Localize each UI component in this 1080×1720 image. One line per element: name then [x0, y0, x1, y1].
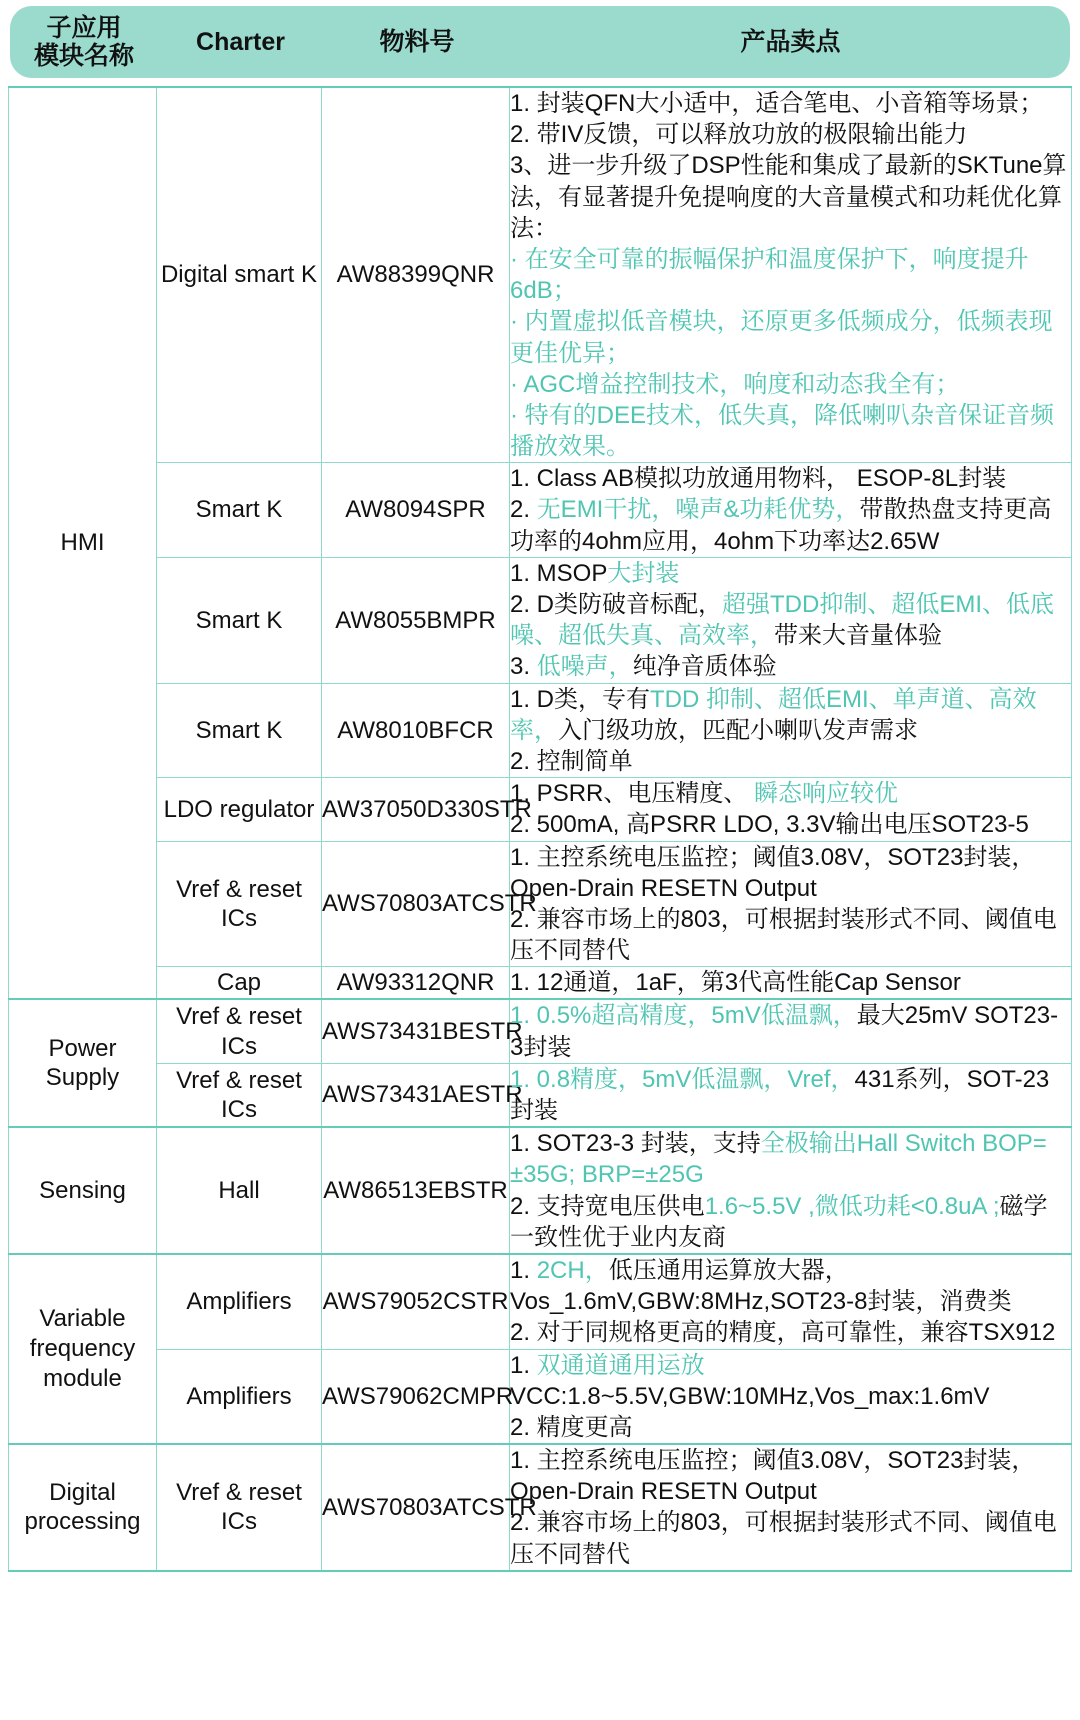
table-row: [9, 1349, 1072, 1444]
selling-point-line: [510, 244, 1071, 306]
table-row: [9, 999, 1072, 1063]
cell-material-number: AWS79052CSTR: [322, 1254, 510, 1349]
cell-charter: Hall: [157, 1127, 322, 1254]
selling-point-line: [510, 1191, 1071, 1253]
table-row: [9, 1063, 1072, 1127]
plain-text: 带散热盘支持更高功率的4ohm应用，4ohm下功率达2.65W: [510, 496, 1052, 555]
cell-selling-points: [510, 967, 1072, 1000]
cell-charter: Smart K: [157, 683, 322, 778]
selling-point-line: [510, 463, 1071, 494]
cell-sub-application-module: Power Supply: [9, 999, 157, 1127]
selling-point-line: [510, 1317, 1071, 1348]
plain-text: 1. Class AB模拟功放通用物料， ESOP-8L封装: [510, 465, 1007, 493]
table-header: [10, 6, 1070, 78]
plain-text: 2. 500mA, 高PSRR LDO, 3.3V输出电压SOT23-5: [510, 811, 1029, 839]
table-row: [9, 967, 1072, 1000]
cell-material-number: AW8055BMPR: [322, 557, 510, 683]
cell-material-number: AW88399QNR: [322, 87, 510, 463]
selling-point-line: [510, 1255, 1071, 1317]
selling-point-line: [510, 1381, 1071, 1412]
plain-text: 2. 带IV反馈，可以释放功放的极限输出能力: [510, 121, 968, 149]
plain-text: 3、进一步升级了DSP性能和集成了最新的SKTune算法，有显著提升免提响度的大音量模式和功耗优化算法：: [510, 152, 1067, 242]
header-col1-line1: 子应用: [46, 13, 122, 42]
cell-sub-application-module: Digital processing: [9, 1444, 157, 1571]
table-row: [9, 683, 1072, 778]
highlighted-text: 全极输出Hall Switch BOP= ±35G; BRP=±25G: [510, 1130, 1047, 1189]
header-col-material-number: 物料号: [379, 27, 455, 56]
header-col-sub-application-module: [10, 14, 158, 71]
cell-selling-points: [510, 1063, 1072, 1127]
selling-point-line: [510, 306, 1071, 368]
plain-text: 低压通用运算放大器，Vos_1.6mV,GBW:8MHz,SOT23-8封装，消费类: [510, 1256, 1012, 1316]
plain-text: 1. 封装QFN大小适中，适合笔电、小音箱等场景；: [510, 90, 1044, 117]
selling-point-line: [510, 1412, 1071, 1443]
cell-selling-points: [510, 999, 1072, 1063]
cell-charter: Smart K: [157, 463, 322, 558]
plain-text: 1. 12通道，1aF，第3代高性能Cap Sensor: [510, 969, 961, 997]
selling-point-line: [510, 1507, 1071, 1569]
highlighted-text: 大封装: [607, 559, 680, 587]
cell-selling-points: [510, 778, 1072, 841]
plain-text: 带来大音量体验: [774, 622, 942, 650]
plain-text: 2. 控制简单: [510, 747, 633, 775]
plain-text: 2. 对于同规格更高的精度，高可靠性，兼容TSX912: [510, 1319, 1056, 1347]
plain-text: 1. 主控系统电压监控；阈值3.08V，SOT23封装，Open-Drain RESETN Output: [510, 1447, 1036, 1506]
selling-point-line: [510, 119, 1071, 150]
plain-text: 入门级功放，匹配小喇叭发声需求: [558, 716, 918, 744]
highlighted-text: 超强TDD抑制、超低EMI、低底噪、超低失真、高效率，: [510, 591, 1055, 650]
highlighted-text: · 在安全可靠的振幅保护和温度保护下，响度提升6dB；: [510, 245, 1029, 305]
cell-selling-points: [510, 87, 1072, 463]
header-col1-line2: 模块名称: [33, 42, 134, 70]
cell-selling-points: [510, 1127, 1072, 1254]
highlighted-text: 2CH，: [536, 1256, 609, 1284]
table-row: [9, 841, 1072, 967]
plain-text: 431系列，SOT-23封装: [510, 1065, 1050, 1124]
plain-text: 1. PSRR、电压精度、: [510, 780, 755, 808]
cell-selling-points: [510, 557, 1072, 683]
selling-point-line: [510, 1064, 1071, 1126]
product-table-page: [0, 6, 1080, 1720]
cell-charter: Vref & reset ICs: [157, 1063, 322, 1127]
table-row: [9, 87, 1072, 463]
selling-point-line: [510, 651, 1071, 682]
selling-point-line: [510, 1128, 1071, 1190]
selling-point-line: [510, 1350, 1071, 1381]
plain-text: 2. 支持宽电压供电: [510, 1192, 705, 1220]
selling-point-line: [510, 1000, 1071, 1062]
highlighted-text: 无EMI干扰，噪声&功耗优势，: [536, 496, 860, 524]
cell-material-number: AW8094SPR: [322, 463, 510, 558]
cell-selling-points: [510, 463, 1072, 558]
table-row: [9, 1254, 1072, 1349]
plain-text: 磁学一致性优于业内友商: [510, 1192, 1048, 1251]
table-row: [9, 1444, 1072, 1571]
cell-charter: Amplifiers: [157, 1349, 322, 1444]
cell-charter: Vref & reset ICs: [157, 999, 322, 1063]
cell-selling-points: [510, 1349, 1072, 1444]
cell-material-number: AWS79062CMPR: [322, 1349, 510, 1444]
selling-point-line: [510, 904, 1071, 966]
cell-sub-application-module: HMI: [9, 87, 157, 999]
plain-text: 1. SOT23-3 封装，支持: [510, 1130, 761, 1158]
selling-point-line: [510, 778, 1071, 809]
cell-charter: Vref & reset ICs: [157, 1444, 322, 1571]
selling-point-line: [510, 400, 1071, 462]
plain-text: 2.: [510, 496, 537, 524]
plain-text: 1.: [510, 1256, 537, 1284]
plain-text: 2. 精度更高: [510, 1413, 633, 1441]
cell-material-number: AW37050D330STR: [322, 778, 510, 841]
selling-point-line: [510, 88, 1071, 119]
selling-point-line: [510, 809, 1071, 840]
plain-text: 2. 兼容市场上的803，可根据封装形式不同、阈值电压不同替代: [510, 905, 1057, 965]
plain-text: 纯净音质体验: [632, 653, 777, 681]
selling-point-line: [510, 369, 1071, 400]
cell-material-number: AWS73431BESTR: [322, 999, 510, 1063]
cell-material-number: AW8010BFCR: [322, 683, 510, 778]
highlighted-text: 双通道通用运放: [536, 1351, 705, 1379]
selling-point-line: [510, 589, 1071, 651]
cell-charter: Digital smart K: [157, 87, 322, 463]
highlighted-text: 1.6~5.5V ,微低功耗<0.8uA ;: [704, 1192, 1000, 1220]
table-row: [9, 557, 1072, 683]
highlighted-text: · AGC增益控制技术，响度和动态我全有；: [510, 370, 960, 398]
highlighted-text: · 特有的DEE技术，低失真，降低喇叭杂音保证音频播放效果。: [510, 401, 1055, 461]
cell-charter: Amplifiers: [157, 1254, 322, 1349]
plain-text: 1. 主控系统电压监控；阈值3.08V，SOT23封装，Open-Drain RESETN Output: [510, 843, 1036, 902]
cell-charter: Vref & reset ICs: [157, 841, 322, 967]
cell-charter: LDO regulator: [157, 778, 322, 841]
table-row: [9, 463, 1072, 558]
cell-selling-points: [510, 1254, 1072, 1349]
cell-material-number: AW93312QNR: [322, 967, 510, 1000]
cell-material-number: AWS70803ATCSTR: [322, 1444, 510, 1571]
cell-material-number: AW86513EBSTR: [322, 1127, 510, 1254]
cell-charter: Cap: [157, 967, 322, 1000]
selling-point-line: [510, 684, 1071, 746]
selling-point-line: [510, 746, 1071, 777]
plain-text: 最大25mV SOT23-3封装: [510, 1002, 1059, 1061]
highlighted-text: 低噪声，: [536, 653, 633, 681]
selling-point-line: [510, 1445, 1071, 1507]
cell-selling-points: [510, 841, 1072, 967]
cell-sub-application-module: Sensing: [9, 1127, 157, 1254]
selling-point-line: [510, 150, 1071, 244]
cell-charter: Smart K: [157, 557, 322, 683]
table-row: [9, 1127, 1072, 1254]
table-row: [9, 778, 1072, 841]
selling-point-line: [510, 494, 1071, 556]
selling-point-line: [510, 967, 1071, 998]
header-col-charter: Charter: [196, 27, 285, 56]
cell-selling-points: [510, 1444, 1072, 1571]
highlighted-text: 瞬态响应较优: [754, 780, 899, 808]
cell-selling-points: [510, 683, 1072, 778]
plain-text: VCC:1.8~5.5V,GBW:10MHz,Vos_max:1.6mV: [510, 1382, 990, 1410]
selling-point-line: [510, 558, 1071, 589]
highlighted-text: TDD 抑制、超低EMI、单声道、高效率，: [510, 685, 1037, 744]
cell-sub-application-module: Variable frequency module: [9, 1254, 157, 1444]
highlighted-text: 1. 0.5%超高精度，5mV低温飘，: [510, 1002, 857, 1030]
plain-text: 2. 兼容市场上的803，可根据封装形式不同、阈值电压不同替代: [510, 1509, 1057, 1568]
selling-point-line: [510, 842, 1071, 904]
plain-text: 1. D类，专有: [510, 685, 651, 713]
highlighted-text: · 内置虚拟低音模块，还原更多低频成分，低频表现更佳优异；: [510, 308, 1053, 367]
plain-text: 1.: [510, 1351, 537, 1379]
plain-text: 1. MSOP: [510, 559, 608, 587]
plain-text: 3.: [510, 653, 537, 681]
cell-material-number: AWS73431AESTR: [322, 1063, 510, 1127]
product-table: [8, 86, 1072, 1572]
highlighted-text: 1. 0.8精度，5mV低温飘，Vref，: [510, 1065, 855, 1093]
header-col-selling-points: 产品卖点: [740, 27, 841, 56]
plain-text: 2. D类防破音标配，: [510, 591, 723, 618]
cell-material-number: AWS70803ATCSTR: [322, 841, 510, 967]
